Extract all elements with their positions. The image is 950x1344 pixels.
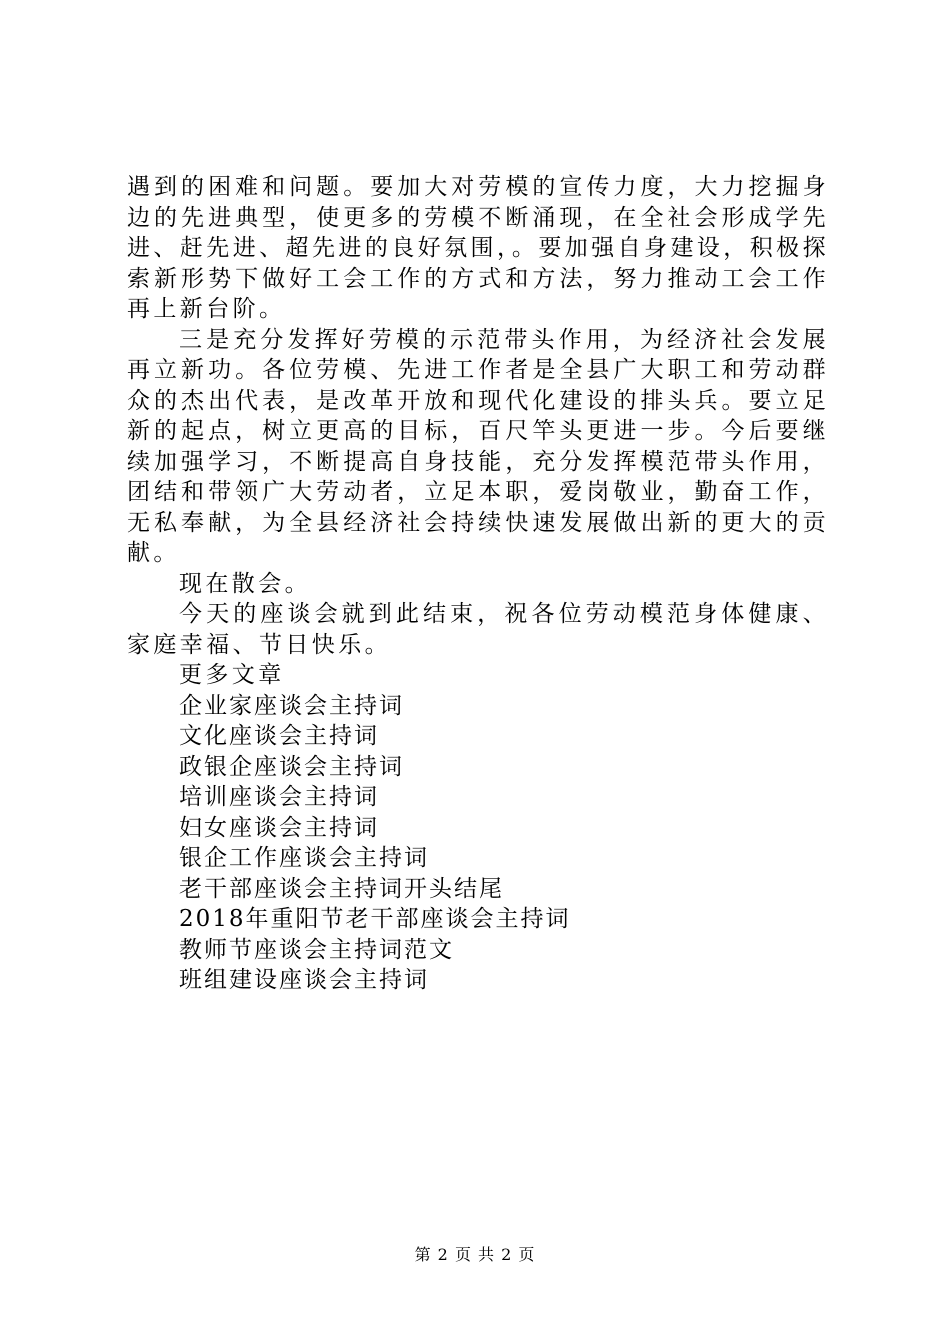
more-article-link[interactable]: 文化座谈会主持词: [179, 723, 379, 749]
more-article-link[interactable]: 银企工作座谈会主持词: [179, 845, 429, 871]
paragraph-adjourn: 现在散会。: [179, 570, 311, 597]
more-article-link[interactable]: 老干部座谈会主持词开头结尾: [179, 875, 504, 902]
more-article-link[interactable]: 班组建设座谈会主持词: [179, 967, 429, 993]
paragraph-third-point: 三是充分发挥好劳模的示范带头作用，为经济社会发展再立新功。各位劳模、先进工作者是全县广大职工和劳动群众的杰出代表，是改革开放和现代化建设的排头兵。要立足新的起点，树立更高的目标，百尺竿头更进一步。今后要继续加强学习，不断提高自身技能，充分发挥模范带头作用，团结和带领广大劳动者，立足本职，爱岗敬业，勤奋工作，无私奉献，为全县经济社会持续快速发展做出新的更大的贡献。: [127, 326, 829, 566]
more-article-link[interactable]: 教师节座谈会主持词范文: [179, 936, 454, 963]
more-article-link[interactable]: 培训座谈会主持词: [179, 784, 379, 810]
more-article-link[interactable]: 企业家座谈会主持词: [179, 692, 404, 719]
more-article-link[interactable]: 妇女座谈会主持词: [179, 814, 379, 841]
paragraph-continuation: 遇到的困难和问题。要加大对劳模的宣传力度，大力挖掘身边的先进典型，使更多的劳模不断涌现，在全社会形成学先进、赶先进、超先进的良好氛围，。要加强自身建设，积极探索新形势下做好工会工作的方式和方法，努力推动工会工作再上新台阶。: [127, 174, 829, 322]
more-article-link[interactable]: 2018年重阳节老干部座谈会主持词: [179, 906, 571, 932]
document-body: [127, 172, 829, 996]
more-articles-heading: 更多文章: [179, 662, 285, 688]
more-articles-list: [127, 691, 829, 996]
paragraph-closing: 今天的座谈会就到此结束，祝各位劳动模范身体健康、家庭幸福、节日快乐。: [127, 601, 829, 658]
more-article-link[interactable]: 政银企座谈会主持词: [179, 753, 404, 780]
page-number-footer: 第 2 页 共 2 页: [414, 1245, 536, 1264]
